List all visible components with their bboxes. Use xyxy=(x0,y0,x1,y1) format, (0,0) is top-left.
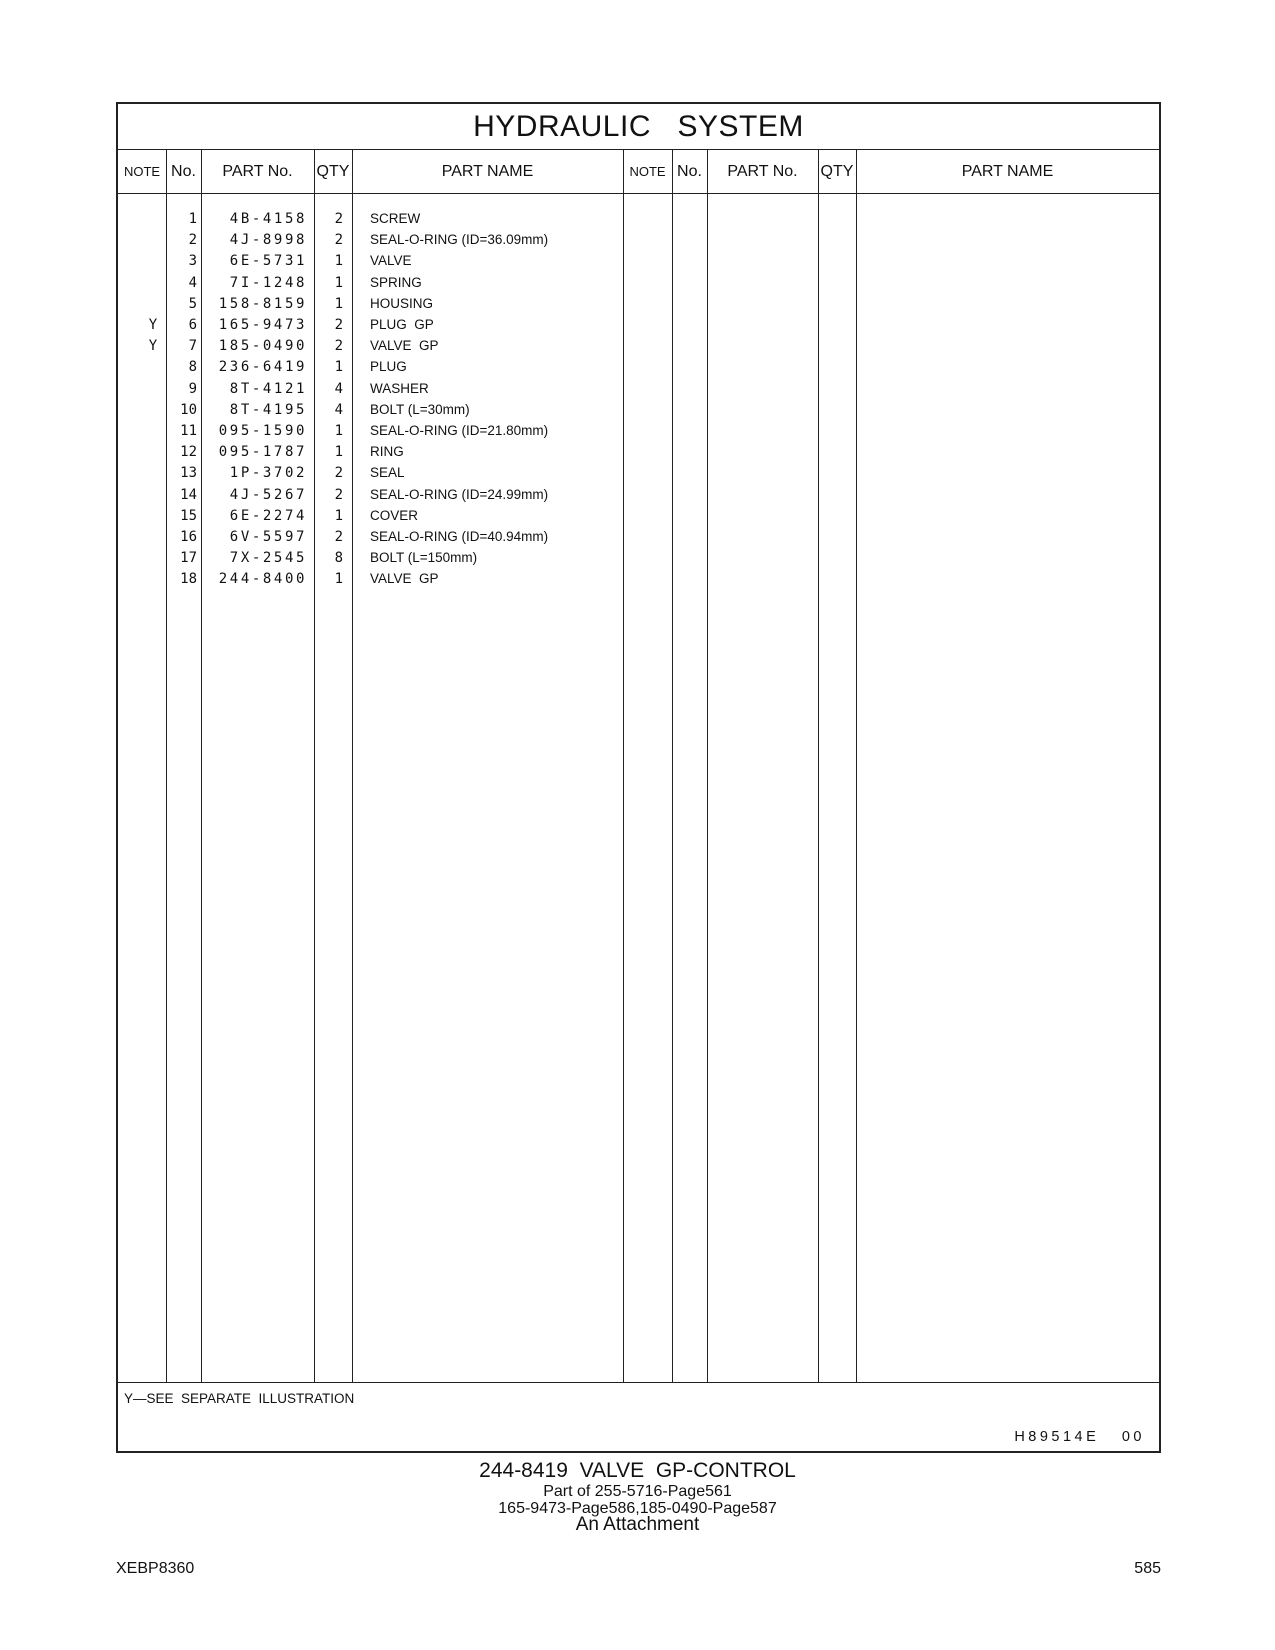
quantity-cell: 2 xyxy=(334,232,343,249)
part-name-cell: PLUG xyxy=(370,359,407,375)
part-number-cell: 236-6419 xyxy=(218,359,307,376)
note-cell xyxy=(143,547,163,569)
part-number-cell: 7X-2545 xyxy=(229,550,307,567)
note-cell xyxy=(143,356,163,378)
quantity-cell: 1 xyxy=(334,507,343,524)
quantity-cell: 4 xyxy=(334,380,343,397)
footnote: Y—SEE SEPARATE ILLUSTRATION xyxy=(124,1391,355,1406)
header-no-left: No. xyxy=(171,163,196,180)
part-number-cell: 4B-4158 xyxy=(229,211,307,227)
part-number-cell: 095-1590 xyxy=(218,423,307,439)
part-number-cell: 6E-5731 xyxy=(229,253,307,270)
part-name-cell: VALVE GP xyxy=(370,338,439,354)
quantity-cell: 8 xyxy=(334,550,343,567)
note-cell xyxy=(143,229,163,251)
note-cell xyxy=(143,441,163,463)
part-name-cell: VALVE xyxy=(370,253,412,269)
quantity-cell: 1 xyxy=(334,444,343,461)
quantity-cell: 1 xyxy=(334,359,343,376)
part-name-cell: SEAL xyxy=(370,465,405,481)
quantity-cell: 2 xyxy=(334,486,343,503)
header-note-right: NOTE xyxy=(629,164,666,179)
part-name-cell: RING xyxy=(370,444,404,460)
quantity-cell: 2 xyxy=(334,465,343,482)
item-number-cell: 3 xyxy=(188,253,197,270)
column-divider xyxy=(352,149,353,1383)
part-number-cell: 7I-1248 xyxy=(229,274,307,291)
quantity-cell: 1 xyxy=(334,571,343,588)
part-number-cell: 4J-8998 xyxy=(229,232,307,249)
item-number-cell: 5 xyxy=(188,295,197,312)
quantity-cell: 2 xyxy=(334,529,343,545)
column-divider xyxy=(314,149,315,1383)
quantity-cell: 2 xyxy=(334,338,343,355)
column-divider xyxy=(672,149,673,1383)
note-cell: Y xyxy=(148,338,158,355)
part-number-cell: 4J-5267 xyxy=(229,486,307,503)
note-cell xyxy=(143,272,163,294)
quantity-cell: 1 xyxy=(334,274,343,291)
item-number-cell: 12 xyxy=(180,444,197,461)
part-name-cell: SPRING xyxy=(370,274,422,290)
assembly-type: An Attachment xyxy=(575,1514,700,1535)
item-number-cell: 13 xyxy=(180,465,197,482)
part-number-cell: 1P-3702 xyxy=(229,465,307,482)
item-number-cell: 11 xyxy=(180,423,197,439)
header-divider xyxy=(118,193,1159,194)
note-cell xyxy=(143,378,163,400)
note-cell xyxy=(143,208,163,230)
quantity-cell: 4 xyxy=(334,401,343,418)
header-part-no-left: PART No. xyxy=(222,163,293,180)
note-cell xyxy=(143,568,163,590)
center-divider xyxy=(623,149,624,1383)
item-number-cell: 4 xyxy=(188,274,197,291)
part-number-cell: 158-8159 xyxy=(218,295,307,312)
parts-table xyxy=(116,102,1161,1453)
part-number-cell: 165-9473 xyxy=(218,317,307,333)
part-number-cell: 6V-5597 xyxy=(229,529,307,545)
quantity-cell: 2 xyxy=(334,211,343,227)
document-code: H89514E 00 xyxy=(1014,1429,1145,1445)
page-number: 585 xyxy=(1134,1560,1161,1577)
item-number-cell: 18 xyxy=(180,571,197,588)
quantity-cell: 1 xyxy=(334,423,343,439)
item-number-cell: 9 xyxy=(188,380,197,397)
part-number-cell: 095-1787 xyxy=(218,444,307,461)
quantity-cell: 2 xyxy=(334,317,343,333)
assembly-parent-reference: Part of 255-5716-Page561 xyxy=(543,1483,732,1500)
header-no-right: No. xyxy=(677,163,702,180)
part-name-cell: SCREW xyxy=(370,211,421,226)
column-divider xyxy=(707,149,708,1383)
note-cell xyxy=(143,526,163,548)
item-number-cell: 1 xyxy=(188,211,197,227)
part-number-cell: 6E-2274 xyxy=(229,507,307,524)
item-number-cell: 14 xyxy=(180,486,197,503)
header-qty-left: QTY xyxy=(316,163,350,180)
part-name-cell: WASHER xyxy=(370,380,429,396)
note-cell xyxy=(143,250,163,272)
header-part-name-right: PART NAME xyxy=(961,163,1054,180)
part-name-cell: SEAL-O-RING (ID=24.99mm) xyxy=(370,486,549,502)
part-number-cell: 8T-4121 xyxy=(229,380,307,397)
header-note-left: NOTE xyxy=(123,164,161,179)
part-name-cell: SEAL-O-RING (ID=40.94mm) xyxy=(370,529,549,544)
column-divider xyxy=(818,149,819,1383)
note-cell xyxy=(143,399,163,421)
part-name-cell: HOUSING xyxy=(370,295,434,311)
item-number-cell: 17 xyxy=(180,550,197,567)
item-number-cell: 2 xyxy=(188,232,197,249)
item-number-cell: 10 xyxy=(180,401,197,418)
quantity-cell: 1 xyxy=(334,295,343,312)
body-bottom-divider xyxy=(118,1382,1159,1383)
note-cell xyxy=(143,484,163,506)
part-name-cell: COVER xyxy=(370,507,419,523)
part-number-cell: 8T-4195 xyxy=(229,401,307,418)
item-number-cell: 8 xyxy=(188,359,197,376)
note-cell xyxy=(143,505,163,527)
header-part-name-left: PART NAME xyxy=(441,163,534,180)
note-cell xyxy=(143,420,163,442)
item-number-cell: 7 xyxy=(188,338,197,355)
part-name-cell: SEAL-O-RING (ID=21.80mm) xyxy=(370,423,549,438)
publication-number: XEBP8360 xyxy=(116,1560,195,1577)
part-name-cell: PLUG GP xyxy=(370,317,434,332)
note-cell xyxy=(143,293,163,315)
quantity-cell: 1 xyxy=(334,253,343,270)
header-part-no-right: PART No. xyxy=(727,163,798,180)
assembly-title: 244-8419 VALVE GP-CONTROL xyxy=(479,1459,796,1482)
note-cell xyxy=(143,462,163,484)
part-name-cell: BOLT (L=150mm) xyxy=(370,550,478,566)
assembly-page-references: 165-9473-Page586,185-0490-Page587 xyxy=(498,1500,777,1517)
item-number-cell: 16 xyxy=(180,529,197,545)
item-number-cell: 15 xyxy=(180,507,197,524)
table-title: HYDRAULIC SYSTEM xyxy=(118,104,1159,150)
part-name-cell: SEAL-O-RING (ID=36.09mm) xyxy=(370,232,549,248)
part-name-cell: VALVE GP xyxy=(370,571,439,587)
item-number-cell: 6 xyxy=(188,317,197,333)
part-number-cell: 244-8400 xyxy=(218,571,307,588)
note-cell: Y xyxy=(148,317,158,333)
part-name-cell: BOLT (L=30mm) xyxy=(370,401,470,417)
part-number-cell: 185-0490 xyxy=(218,338,307,355)
header-qty-right: QTY xyxy=(820,163,854,180)
column-divider xyxy=(856,149,857,1383)
